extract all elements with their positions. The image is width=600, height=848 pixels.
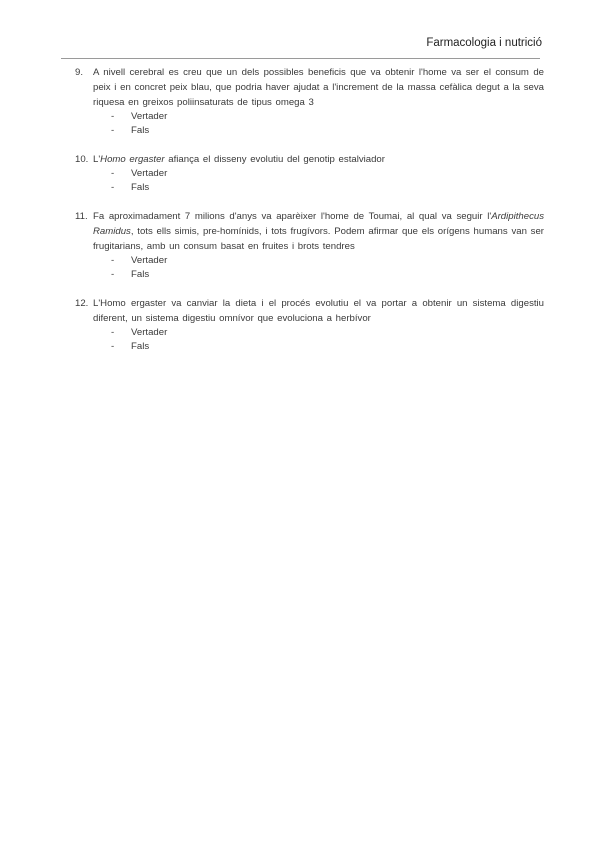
option-fals[interactable]: - Fals [111, 269, 150, 280]
option-vertader[interactable]: - Vertader [111, 111, 168, 122]
question-text: L'Homo ergaster va canviar la dieta i el procés evolutiu el va portar a obtenir un sistema digestiu diferent, un sistema digestiu omnívor que evoluciona a herbívor [93, 298, 544, 324]
question-text: A nivell cerebral es creu que un dels possibles beneficis que va obtenir l'home va ser el consum de peix i en concret peix blau, que podria haver ajudat a l'increment de la massa cefàlica degut a la seva riquesa en greixos poliinsaturats de tipus omega 3 [93, 67, 544, 108]
option-vertader[interactable]: - Vertader [111, 255, 168, 266]
question-number: 12. [75, 298, 89, 309]
option-fals[interactable]: - Fals [111, 125, 150, 136]
option-vertader[interactable]: - Vertader [111, 168, 168, 179]
question-11 [58, 209, 544, 282]
answer-options [93, 167, 544, 195]
species-name: Ardipithecus Ramidus [93, 211, 544, 237]
question-number: 10. [75, 154, 89, 165]
answer-options [93, 110, 544, 138]
question-text: Fa aproximadament 7 milions d'anys va aparèixer l'home de Toumai, al qual va seguir l'Ardipithecus Ramidus, tots ells simis, pre-homínids, i tots frugívors. Podem afirmar que els orígens humans van ser frugitarians, amb un consum basat en fruites i brots tendres [93, 211, 544, 252]
option-fals[interactable]: - Fals [111, 182, 150, 193]
page-header-title: Farmacologia i nutrició [426, 37, 542, 49]
question-10 [58, 152, 544, 195]
option-fals[interactable]: - Fals [111, 341, 150, 352]
question-number: 9. [75, 67, 84, 78]
question-text: L'Homo ergaster afiança el disseny evolutiu del genotip estalviador [93, 154, 385, 165]
species-name: Homo ergaster [100, 154, 165, 165]
option-vertader[interactable]: - Vertader [111, 327, 168, 338]
header-divider [61, 58, 540, 59]
question-list [58, 65, 544, 368]
answer-options [93, 254, 544, 282]
question-number: 11. [75, 211, 88, 222]
question-9 [58, 65, 544, 138]
question-12 [58, 296, 544, 354]
answer-options [93, 326, 544, 354]
